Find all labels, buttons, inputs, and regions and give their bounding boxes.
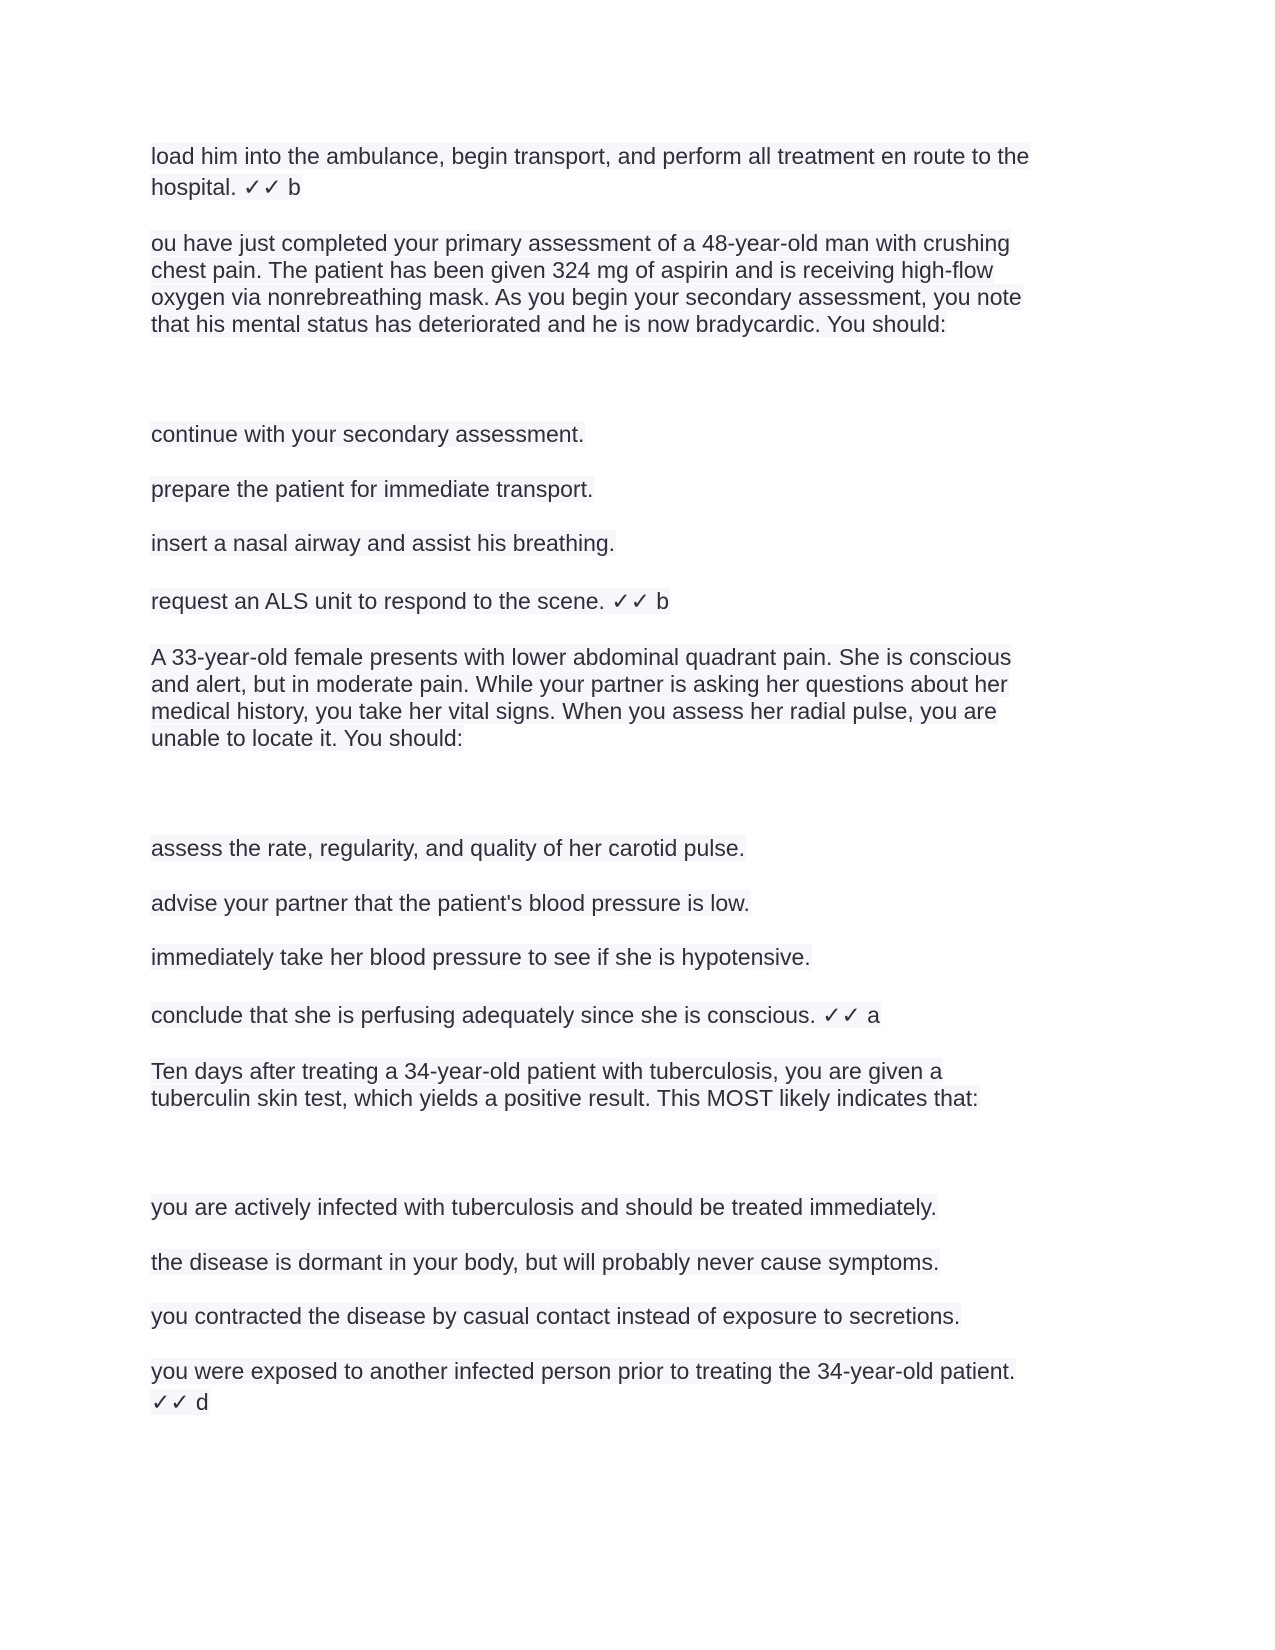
answer-option [150, 529, 616, 558]
option-text: ✓✓ d [151, 1389, 209, 1415]
answer-option [150, 1302, 961, 1331]
answer-option [150, 1001, 881, 1030]
answer-option [150, 834, 746, 863]
option-text: you were exposed to another infected person prior to treating the 34-year-old patient. [151, 1358, 1016, 1384]
text-line: hospital. ✓✓ b [151, 174, 301, 200]
answer-option [150, 943, 812, 972]
question-line: A 33-year-old female presents with lower abdominal quadrant pain. She is conscious [151, 644, 1012, 670]
question-line: Ten days after treating a 34-year-old patient with tuberculosis, you are given a [151, 1058, 943, 1084]
answer-option [150, 475, 594, 504]
option-text: you contracted the disease by casual contact instead of exposure to secretions. [151, 1303, 961, 1329]
answer-option [150, 889, 751, 918]
option-text: prepare the patient for immediate transport. [151, 476, 594, 502]
question-line: oxygen via nonrebreathing mask. As you begin your secondary assessment, you note [151, 284, 1022, 310]
question-line: medical history, you take her vital signs. When you assess her radial pulse, you are [151, 698, 997, 724]
option-text: advise your partner that the patient's blood pressure is low. [151, 890, 750, 916]
answer-option [150, 587, 670, 616]
answer-option [150, 420, 585, 449]
option-text: you are actively infected with tuberculosis and should be treated immediately. [151, 1194, 937, 1220]
question-line: unable to locate it. You should: [151, 725, 464, 751]
option-text: immediately take her blood pressure to see if she is hypotensive. [151, 944, 811, 970]
question-line: ou have just completed your primary assessment of a 48-year-old man with crushing [151, 230, 1011, 256]
option-text: insert a nasal airway and assist his breathing. [151, 530, 616, 556]
text-line: load him into the ambulance, begin transport, and perform all treatment en route to the [151, 143, 1030, 169]
answer-option [150, 1193, 938, 1222]
question-line: tuberculin skin test, which yields a positive result. This MOST likely indicates that: [151, 1085, 979, 1111]
question-line: and alert, but in moderate pain. While your partner is asking her questions about her [151, 671, 1008, 697]
question-line: chest pain. The patient has been given 324 mg of aspirin and is receiving high-flow [151, 257, 994, 283]
question-line: that his mental status has deteriorated and he is now bradycardic. You should: [151, 311, 947, 337]
option-text: conclude that she is perfusing adequately since she is conscious. ✓✓ a [151, 1002, 880, 1028]
answer-option [150, 1248, 940, 1277]
option-text: continue with your secondary assessment. [151, 421, 585, 447]
option-text: the disease is dormant in your body, but will probably never cause symptoms. [151, 1249, 940, 1275]
option-text: assess the rate, regularity, and quality of her carotid pulse. [151, 835, 746, 861]
option-text: request an ALS unit to respond to the scene. ✓✓ b [151, 588, 670, 614]
